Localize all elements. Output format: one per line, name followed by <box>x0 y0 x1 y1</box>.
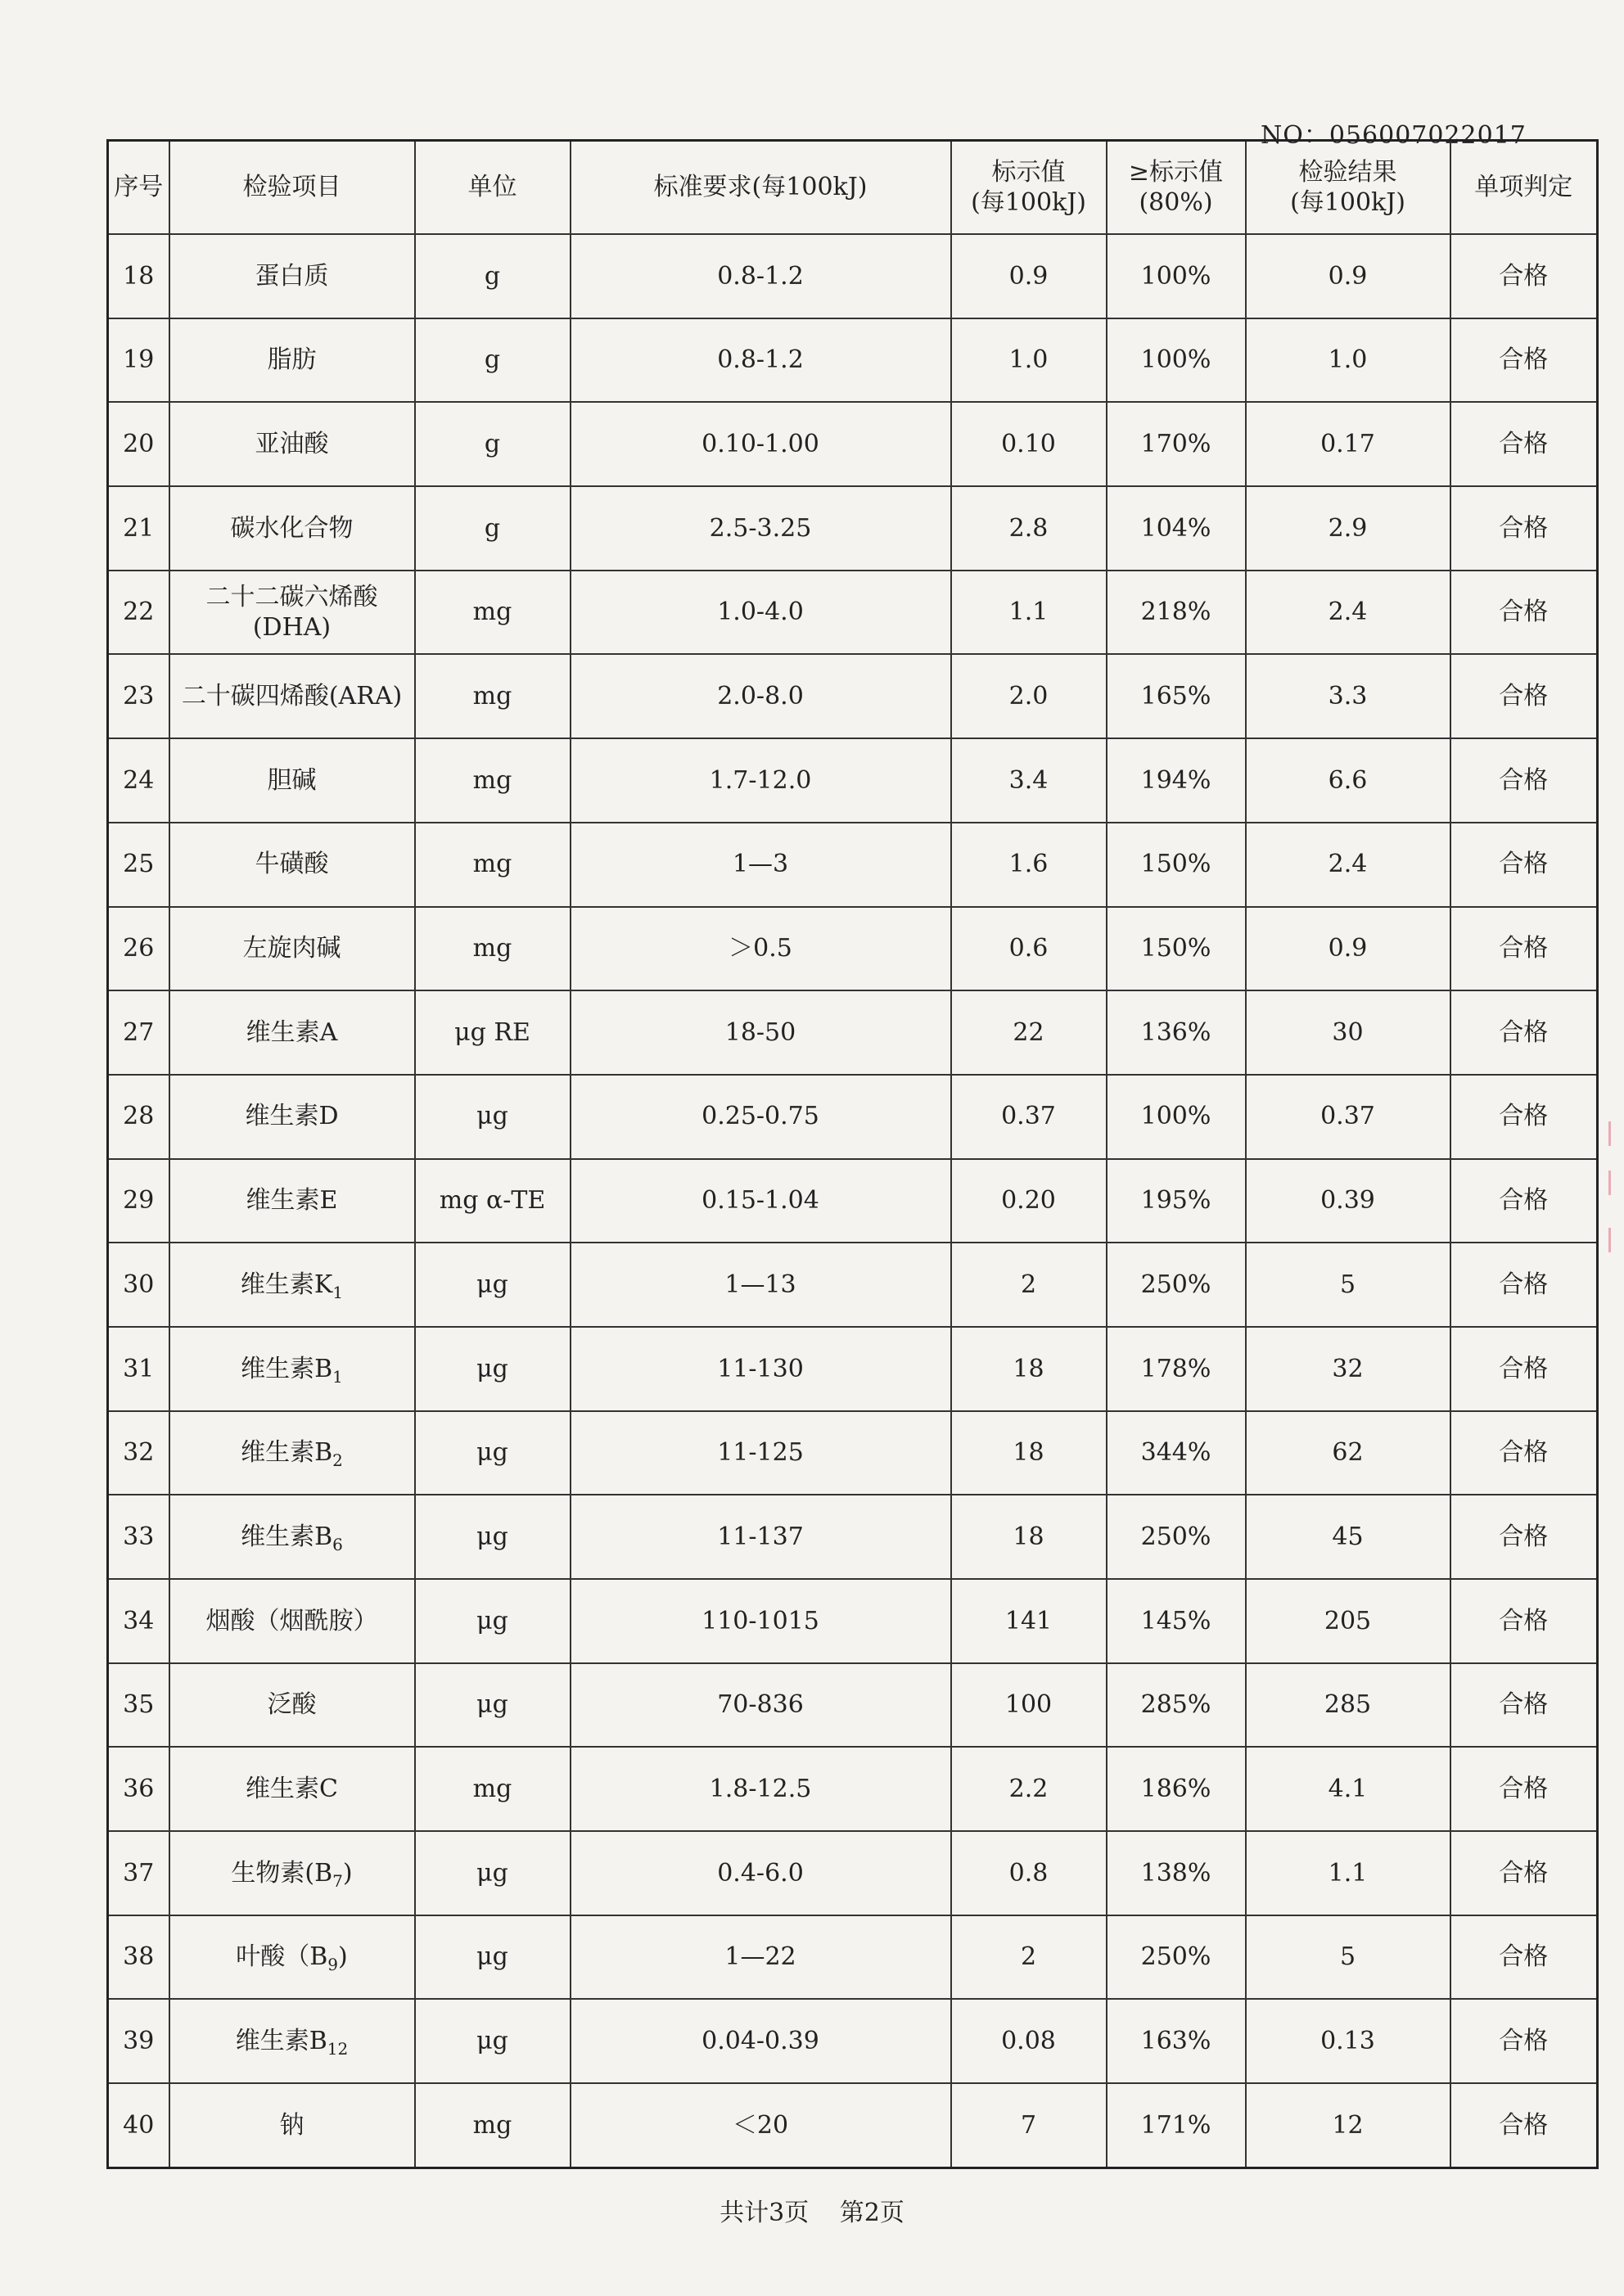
table-row <box>108 654 1598 738</box>
cell-seq: 24 <box>108 738 169 823</box>
cell-unit: μg <box>415 1327 571 1411</box>
cell-standard: 2.5-3.25 <box>571 486 951 571</box>
item-name: 蛋白质 <box>255 261 329 291</box>
cell-seq: 36 <box>108 1747 169 1831</box>
table-row <box>108 1327 1598 1411</box>
item-name: 碳水化合物 <box>230 513 354 543</box>
cell-item <box>169 1831 415 1915</box>
cell-item <box>169 486 415 571</box>
cell-result: 12 <box>1246 2083 1450 2167</box>
table-header-row <box>108 141 1598 235</box>
header-label-value <box>951 141 1107 235</box>
cell-label-value: 18 <box>951 1327 1107 1411</box>
table-row <box>108 486 1598 571</box>
table-row <box>108 990 1598 1075</box>
header-unit: 单位 <box>415 141 571 235</box>
cell-unit: mg <box>415 907 571 991</box>
cell-judgement: 合格 <box>1450 1831 1598 1915</box>
table-row <box>108 1243 1598 1327</box>
cell-label-value: 7 <box>951 2083 1107 2167</box>
red-stamp-edge-mark <box>1608 1171 1624 1195</box>
cell-item <box>169 318 415 403</box>
cell-item <box>169 738 415 823</box>
cell-judgement: 合格 <box>1450 1075 1598 1159</box>
item-name: 叶酸（B <box>236 1942 328 1972</box>
cell-item <box>169 1495 415 1579</box>
cell-ge-label: 171% <box>1107 2083 1246 2167</box>
cell-label-value: 18 <box>951 1411 1107 1495</box>
cell-seq: 40 <box>108 2083 169 2167</box>
cell-result: 0.17 <box>1246 402 1450 486</box>
item-name: 维生素B <box>241 1438 333 1468</box>
cell-judgement: 合格 <box>1450 738 1598 823</box>
header-result-line1: 检验结果 <box>1298 157 1397 187</box>
cell-label-value: 22 <box>951 990 1107 1075</box>
item-name: 维生素E <box>246 1186 338 1216</box>
cell-unit: μg <box>415 1831 571 1915</box>
table-row <box>108 1411 1598 1495</box>
cell-unit: mg <box>415 571 571 655</box>
cell-judgement: 合格 <box>1450 1495 1598 1579</box>
header-ge-label-line2: (80%) <box>1139 188 1213 217</box>
cell-judgement: 合格 <box>1450 402 1598 486</box>
cell-unit: g <box>415 234 571 318</box>
item-name: 烟酸（烟酰胺） <box>205 1606 378 1635</box>
cell-standard: 11-137 <box>571 1495 951 1579</box>
cell-seq: 21 <box>108 486 169 571</box>
cell-judgement: 合格 <box>1450 1327 1598 1411</box>
header-result <box>1246 141 1450 235</box>
item-name: 泛酸 <box>267 1690 317 1720</box>
cell-seq: 20 <box>108 402 169 486</box>
cell-seq: 29 <box>108 1159 169 1243</box>
item-name-tail: ) <box>338 1942 348 1972</box>
table-row <box>108 1159 1598 1243</box>
red-stamp-edge-mark <box>1608 1121 1624 1146</box>
cell-standard: 0.04-0.39 <box>571 1999 951 2083</box>
cell-judgement: 合格 <box>1450 907 1598 991</box>
item-subscript: 6 <box>332 1534 343 1554</box>
cell-seq: 39 <box>108 1999 169 2083</box>
red-stamp-edge-mark <box>1608 1228 1624 1252</box>
cell-standard: 0.25-0.75 <box>571 1075 951 1159</box>
cell-item <box>169 1579 415 1663</box>
cell-standard: ＞0.5 <box>571 907 951 991</box>
cell-label-value: 18 <box>951 1495 1107 1579</box>
cell-label-value: 1.6 <box>951 823 1107 907</box>
cell-label-value: 1.0 <box>951 318 1107 403</box>
cell-item <box>169 402 415 486</box>
cell-standard: 110-1015 <box>571 1579 951 1663</box>
cell-standard: 0.4-6.0 <box>571 1831 951 1915</box>
footer-total-pages: 共计3页 <box>720 2199 810 2227</box>
item-name: 胆碱 <box>267 765 317 795</box>
cell-ge-label: 178% <box>1107 1327 1246 1411</box>
item-name: 亚油酸 <box>255 429 329 458</box>
table-row <box>108 402 1598 486</box>
cell-item <box>169 1915 415 2000</box>
cell-seq: 33 <box>108 1495 169 1579</box>
cell-result: 1.1 <box>1246 1831 1450 1915</box>
cell-unit: mg <box>415 654 571 738</box>
item-name-line2: (DHA) <box>252 613 332 643</box>
cell-label-value: 1.1 <box>951 571 1107 655</box>
header-judgement: 单项判定 <box>1450 141 1598 235</box>
cell-label-value: 2 <box>951 1915 1107 2000</box>
document-number: NO：056007022017 <box>1261 121 1527 150</box>
cell-seq: 27 <box>108 990 169 1075</box>
cell-result: 0.39 <box>1246 1159 1450 1243</box>
cell-item <box>169 990 415 1075</box>
table-row <box>108 1915 1598 2000</box>
cell-unit: μg <box>415 1075 571 1159</box>
cell-label-value: 3.4 <box>951 738 1107 823</box>
cell-ge-label: 250% <box>1107 1243 1246 1327</box>
cell-label-value: 2.8 <box>951 486 1107 571</box>
item-name: 牛磺酸 <box>255 850 329 879</box>
item-name: 维生素K <box>240 1270 333 1299</box>
cell-seq: 18 <box>108 234 169 318</box>
item-subscript: 9 <box>327 1955 339 1975</box>
cell-unit: μg <box>415 1915 571 2000</box>
cell-ge-label: 138% <box>1107 1831 1246 1915</box>
cell-unit: μg <box>415 1579 571 1663</box>
table-row <box>108 1579 1598 1663</box>
cell-label-value: 0.6 <box>951 907 1107 991</box>
table-body <box>108 234 1598 2168</box>
cell-unit: μg <box>415 1999 571 2083</box>
item-name: 左旋肉碱 <box>242 934 341 963</box>
cell-item <box>169 907 415 991</box>
cell-item <box>169 234 415 318</box>
cell-standard: 70-836 <box>571 1663 951 1748</box>
header-result-line2: (每100kJ) <box>1290 188 1405 217</box>
cell-item <box>169 1243 415 1327</box>
cell-seq: 37 <box>108 1831 169 1915</box>
table-row <box>108 318 1598 403</box>
cell-unit: mg <box>415 738 571 823</box>
cell-result: 2.4 <box>1246 823 1450 907</box>
cell-judgement: 合格 <box>1450 990 1598 1075</box>
footer-current-page: 第2页 <box>839 2199 904 2227</box>
item-name: 维生素B <box>241 1522 333 1551</box>
cell-judgement: 合格 <box>1450 1579 1598 1663</box>
cell-judgement: 合格 <box>1450 571 1598 655</box>
cell-result: 205 <box>1246 1579 1450 1663</box>
header-label-value-line1: 标示值 <box>991 157 1066 187</box>
table-row <box>108 1663 1598 1748</box>
table-row <box>108 234 1598 318</box>
cell-label-value: 0.10 <box>951 402 1107 486</box>
table-row <box>108 1999 1598 2083</box>
header-ge-label-line1: ≥标示值 <box>1128 157 1224 187</box>
item-subscript: 12 <box>327 2039 349 2059</box>
table-row <box>108 1495 1598 1579</box>
item-subscript: 1 <box>332 1282 344 1302</box>
cell-ge-label: 194% <box>1107 738 1246 823</box>
cell-result: 5 <box>1246 1915 1450 2000</box>
cell-seq: 30 <box>108 1243 169 1327</box>
item-name: 钠 <box>279 2110 304 2140</box>
item-name: 维生素B <box>241 1354 333 1383</box>
cell-item <box>169 1411 415 1495</box>
cell-unit: g <box>415 402 571 486</box>
cell-standard: 1—22 <box>571 1915 951 2000</box>
item-subscript: 7 <box>332 1870 343 1891</box>
cell-unit: μg <box>415 1663 571 1748</box>
cell-judgement: 合格 <box>1450 1663 1598 1748</box>
cell-item <box>169 1747 415 1831</box>
cell-ge-label: 100% <box>1107 318 1246 403</box>
cell-label-value: 0.8 <box>951 1831 1107 1915</box>
cell-standard: 11-130 <box>571 1327 951 1411</box>
cell-unit: μg RE <box>415 990 571 1075</box>
cell-item <box>169 1327 415 1411</box>
header-standard: 标准要求(每100kJ) <box>571 141 951 235</box>
cell-standard: 11-125 <box>571 1411 951 1495</box>
cell-result: 0.9 <box>1246 907 1450 991</box>
cell-result: 0.37 <box>1246 1075 1450 1159</box>
item-subscript: 2 <box>332 1450 343 1471</box>
cell-label-value: 0.08 <box>951 1999 1107 2083</box>
cell-ge-label: 344% <box>1107 1411 1246 1495</box>
cell-ge-label: 165% <box>1107 654 1246 738</box>
cell-label-value: 0.20 <box>951 1159 1107 1243</box>
cell-label-value: 2.0 <box>951 654 1107 738</box>
cell-item <box>169 1999 415 2083</box>
cell-label-value: 2 <box>951 1243 1107 1327</box>
cell-ge-label: 186% <box>1107 1747 1246 1831</box>
cell-standard: 1.0-4.0 <box>571 571 951 655</box>
item-name: 生物素(B <box>231 1858 333 1888</box>
cell-result: 1.0 <box>1246 318 1450 403</box>
cell-seq: 31 <box>108 1327 169 1411</box>
cell-seq: 26 <box>108 907 169 991</box>
cell-ge-label: 218% <box>1107 571 1246 655</box>
cell-result: 3.3 <box>1246 654 1450 738</box>
cell-label-value: 2.2 <box>951 1747 1107 1831</box>
cell-judgement: 合格 <box>1450 1915 1598 2000</box>
cell-standard: 2.0-8.0 <box>571 654 951 738</box>
item-name: 维生素C <box>246 1774 338 1803</box>
cell-seq: 32 <box>108 1411 169 1495</box>
cell-unit: mg <box>415 823 571 907</box>
cell-item <box>169 654 415 738</box>
cell-ge-label: 285% <box>1107 1663 1246 1748</box>
header-seq: 序号 <box>108 141 169 235</box>
table-row <box>108 2083 1598 2167</box>
cell-seq: 25 <box>108 823 169 907</box>
cell-seq: 35 <box>108 1663 169 1748</box>
cell-unit: mg <box>415 2083 571 2167</box>
cell-seq: 34 <box>108 1579 169 1663</box>
page-footer <box>0 2192 1624 2228</box>
cell-unit: g <box>415 486 571 571</box>
cell-unit: μg <box>415 1495 571 1579</box>
cell-standard: 1—3 <box>571 823 951 907</box>
header-item: 检验项目 <box>169 141 415 235</box>
cell-judgement: 合格 <box>1450 823 1598 907</box>
cell-unit: g <box>415 318 571 403</box>
cell-seq: 28 <box>108 1075 169 1159</box>
cell-ge-label: 100% <box>1107 1075 1246 1159</box>
cell-judgement: 合格 <box>1450 654 1598 738</box>
cell-result: 4.1 <box>1246 1747 1450 1831</box>
cell-judgement: 合格 <box>1450 1159 1598 1243</box>
table-row <box>108 1075 1598 1159</box>
table-row <box>108 1831 1598 1915</box>
cell-ge-label: 145% <box>1107 1579 1246 1663</box>
cell-standard: 0.10-1.00 <box>571 402 951 486</box>
cell-seq: 23 <box>108 654 169 738</box>
cell-result: 62 <box>1246 1411 1450 1495</box>
table-row <box>108 571 1598 655</box>
table-row <box>108 823 1598 907</box>
cell-result: 30 <box>1246 990 1450 1075</box>
cell-item <box>169 823 415 907</box>
cell-ge-label: 195% <box>1107 1159 1246 1243</box>
item-name: 二十二碳六烯酸 <box>205 582 378 611</box>
cell-unit: mg α-TE <box>415 1159 571 1243</box>
cell-result: 5 <box>1246 1243 1450 1327</box>
cell-ge-label: 170% <box>1107 402 1246 486</box>
cell-standard: 1.7-12.0 <box>571 738 951 823</box>
cell-label-value: 0.9 <box>951 234 1107 318</box>
cell-result: 2.4 <box>1246 571 1450 655</box>
cell-seq: 38 <box>108 1915 169 2000</box>
inspection-table <box>106 139 1599 2169</box>
cell-judgement: 合格 <box>1450 318 1598 403</box>
cell-item <box>169 1075 415 1159</box>
cell-standard: ＜20 <box>571 2083 951 2167</box>
item-name: 脂肪 <box>267 345 317 375</box>
item-name: 二十碳四烯酸(ARA) <box>181 682 403 711</box>
cell-standard: 0.8-1.2 <box>571 234 951 318</box>
cell-ge-label: 104% <box>1107 486 1246 571</box>
cell-result: 285 <box>1246 1663 1450 1748</box>
cell-standard: 1.8-12.5 <box>571 1747 951 1831</box>
cell-unit: μg <box>415 1243 571 1327</box>
cell-seq: 19 <box>108 318 169 403</box>
cell-standard: 0.8-1.2 <box>571 318 951 403</box>
cell-result: 45 <box>1246 1495 1450 1579</box>
cell-ge-label: 250% <box>1107 1495 1246 1579</box>
cell-standard: 18-50 <box>571 990 951 1075</box>
cell-item <box>169 1663 415 1748</box>
cell-result: 0.13 <box>1246 1999 1450 2083</box>
cell-standard: 1—13 <box>571 1243 951 1327</box>
cell-item <box>169 1159 415 1243</box>
header-ge-label <box>1107 141 1246 235</box>
cell-unit: μg <box>415 1411 571 1495</box>
item-name: 维生素A <box>246 1017 338 1047</box>
cell-ge-label: 250% <box>1107 1915 1246 2000</box>
cell-result: 32 <box>1246 1327 1450 1411</box>
cell-result: 2.9 <box>1246 486 1450 571</box>
cell-ge-label: 163% <box>1107 1999 1246 2083</box>
cell-item <box>169 2083 415 2167</box>
cell-label-value: 0.37 <box>951 1075 1107 1159</box>
item-name-tail: ) <box>342 1858 353 1888</box>
item-subscript: 1 <box>332 1366 343 1387</box>
cell-judgement: 合格 <box>1450 1999 1598 2083</box>
table-row <box>108 1747 1598 1831</box>
cell-judgement: 合格 <box>1450 234 1598 318</box>
cell-ge-label: 136% <box>1107 990 1246 1075</box>
item-name: 维生素B <box>235 2027 327 2056</box>
cell-label-value: 141 <box>951 1579 1107 1663</box>
cell-judgement: 合格 <box>1450 1243 1598 1327</box>
cell-ge-label: 150% <box>1107 907 1246 991</box>
table-row <box>108 907 1598 991</box>
cell-standard: 0.15-1.04 <box>571 1159 951 1243</box>
cell-item <box>169 571 415 655</box>
cell-label-value: 100 <box>951 1663 1107 1748</box>
cell-ge-label: 100% <box>1107 234 1246 318</box>
item-name: 维生素D <box>245 1102 339 1131</box>
cell-judgement: 合格 <box>1450 1411 1598 1495</box>
cell-result: 6.6 <box>1246 738 1450 823</box>
cell-judgement: 合格 <box>1450 486 1598 571</box>
table-row <box>108 738 1598 823</box>
cell-unit: mg <box>415 1747 571 1831</box>
cell-judgement: 合格 <box>1450 1747 1598 1831</box>
cell-judgement: 合格 <box>1450 2083 1598 2167</box>
cell-ge-label: 150% <box>1107 823 1246 907</box>
cell-result: 0.9 <box>1246 234 1450 318</box>
header-label-value-line2: (每100kJ) <box>971 188 1086 217</box>
cell-seq: 22 <box>108 571 169 655</box>
